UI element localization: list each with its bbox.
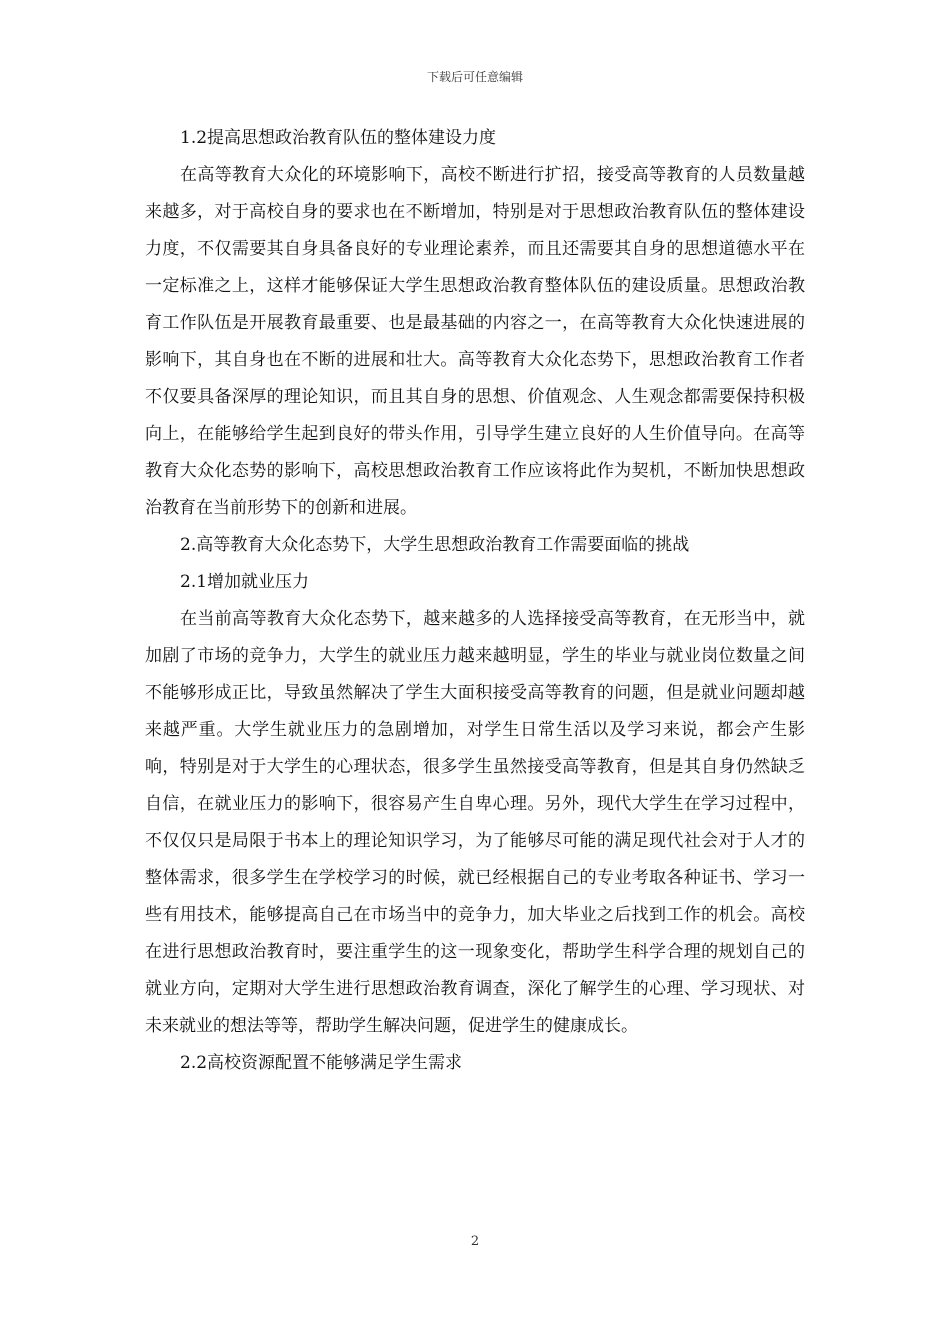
page-number: 2 [470, 1234, 480, 1249]
document-body [145, 120, 805, 1082]
section-heading: 1.2提高思想政治教育队伍的整体建设力度 [180, 128, 497, 148]
body-paragraph: 在高等教育大众化的环境影响下，高校不断进行扩招，接受高等教育的人员数量越来越多，对于高校自身的要求也在不断增加，特别是对于思想政治教育队伍的整体建设力度，不仅需要其自身具备良好的专业理论素养，而且还需要其自身的思想道德水平在一定标准之上，这样才能够保证大学生思想政治教育整体队伍的建设质量。思想政治教育工作队伍是开展教育最重要、也是最基础的内容之一，在高等教育大众化快速进展的影响下，其自身也在不断的进展和壮大。高等教育大众化态势下，思想政治教育工作者不仅要具备深厚的理论知识，而且其自身的思想、价值观念、人生观念都需要保持积极向上，在能够给学生起到良好的带头作用，引导学生建立良好的人生价值导向。在高等教育大众化态势的影响下，高校思想政治教育工作应该将此作为契机，不断加快思想政治教育在当前形势下的创新和进展。 [145, 165, 805, 518]
section-heading: 2.高等教育大众化态势下，大学生思想政治教育工作需要面临的挑战 [180, 535, 690, 555]
page-header: 下载后可任意编辑 [426, 70, 523, 84]
section-heading: 2.2高校资源配置不能够满足学生需求 [180, 1053, 463, 1073]
body-paragraph: 在当前高等教育大众化态势下，越来越多的人选择接受高等教育，在无形当中，就加剧了市场的竞争力，大学生的就业压力越来越明显，学生的毕业与就业岗位数量之间不能够形成正比，导致虽然解决了学生大面积接受高等教育的问题，但是就业问题却越来越严重。大学生就业压力的急剧增加，对学生日常生活以及学习来说，都会产生影响，特别是对于大学生的心理状态，很多学生虽然接受高等教育，但是其自身仍然缺乏自信，在就业压力的影响下，很容易产生自卑心理。另外，现代大学生在学习过程中，不仅仅只是局限于书本上的理论知识学习，为了能够尽可能的满足现代社会对于人才的整体需求，很多学生在学校学习的时候，就已经根据自己的专业考取各种证书、学习一些有用技术，能够提高自己在市场当中的竞争力，加大毕业之后找到工作的机会。高校在进行思想政治教育时，要注重学生的这一现象变化，帮助学生科学合理的规划自己的就业方向，定期对大学生进行思想政治教育调查，深化了解学生的心理、学习现状、对未来就业的想法等等，帮助学生解决问题，促进学生的健康成长。 [145, 609, 805, 1036]
section-heading: 2.1增加就业压力 [180, 572, 310, 592]
